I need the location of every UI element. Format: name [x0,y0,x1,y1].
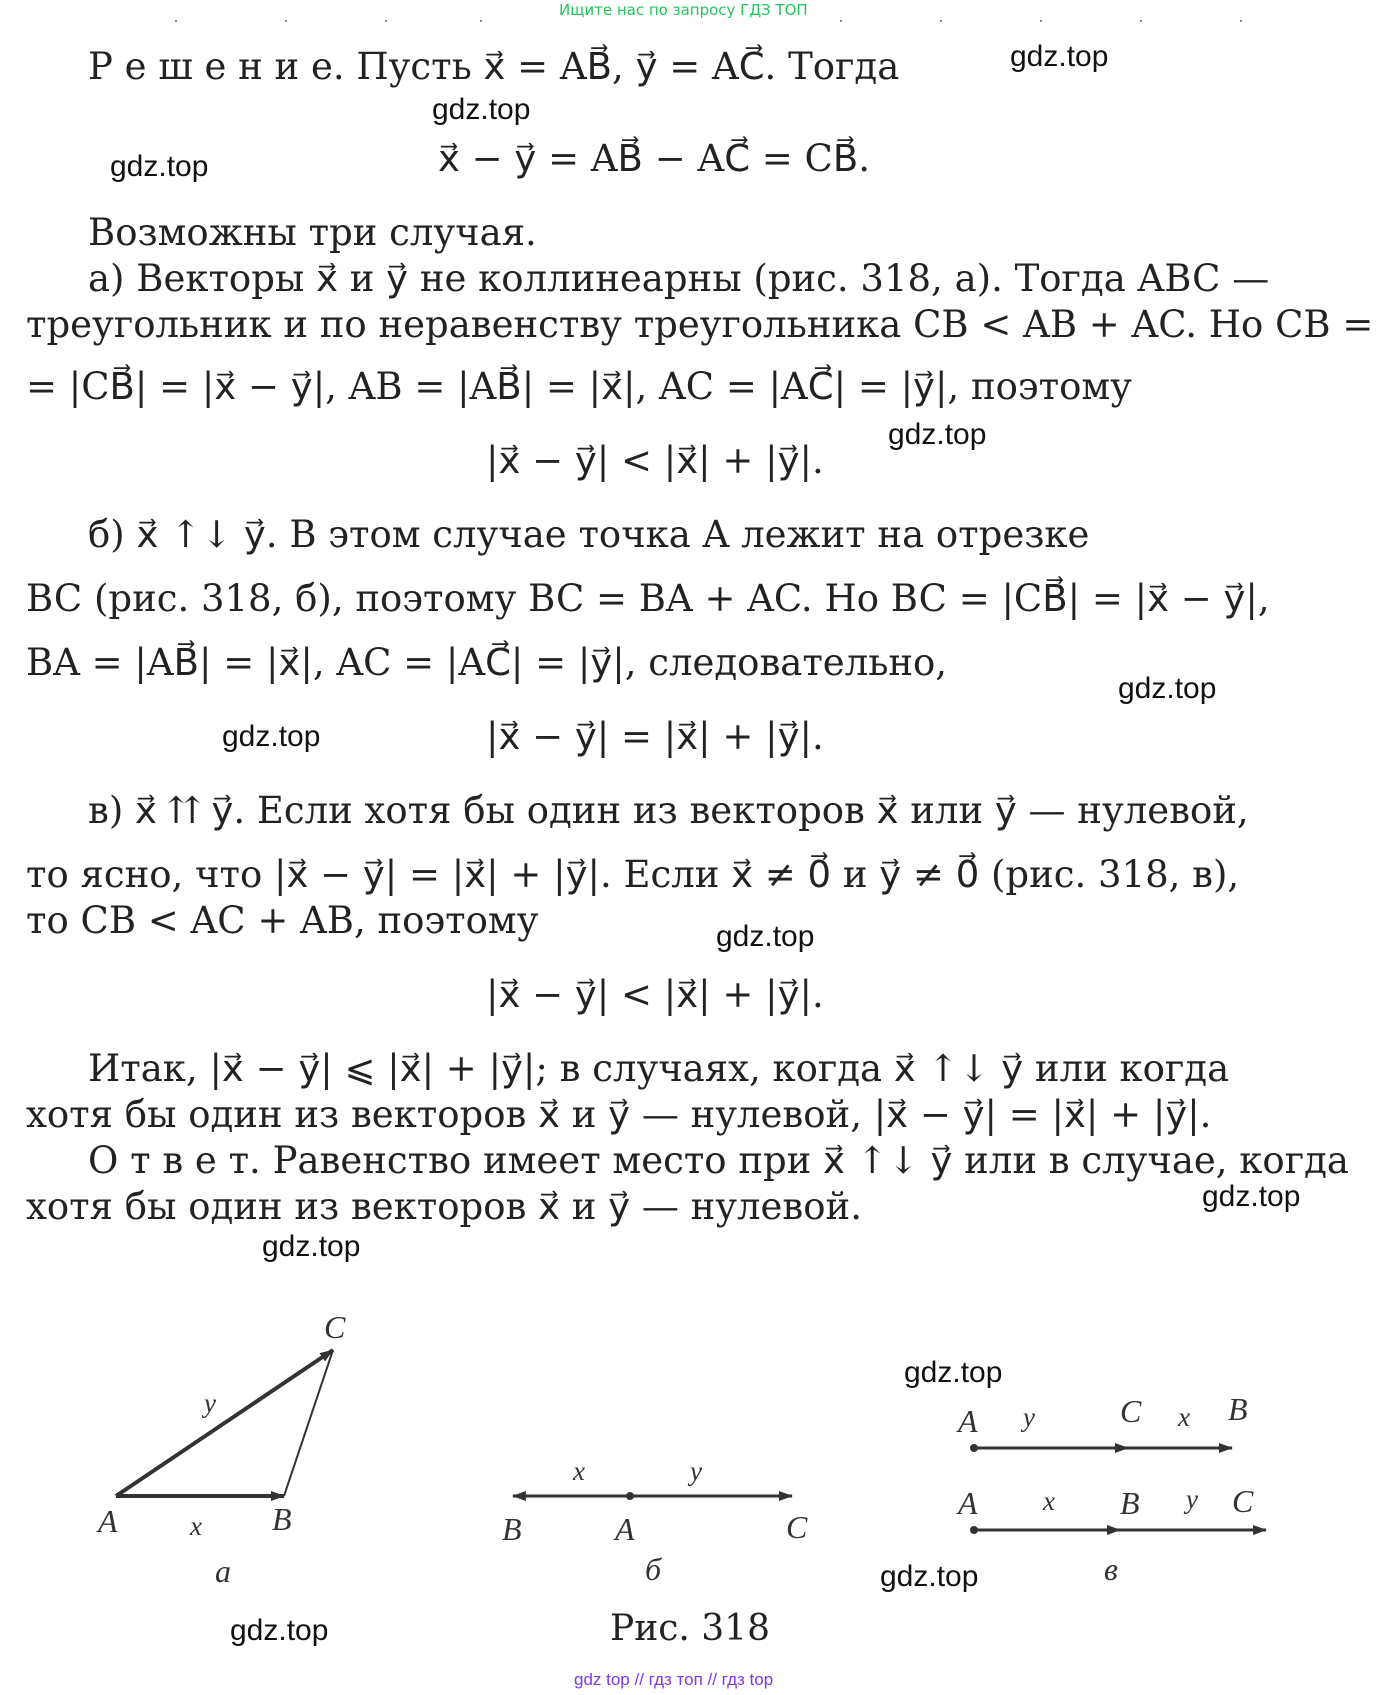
footer-links[interactable]: gdz top // гдз топ // гдз top [574,1670,774,1689]
point-a-label: A [98,1503,118,1539]
segment-bc [284,1350,333,1496]
point-a-dot-bottom [970,1526,978,1534]
case-a-inequality: |x⃗ − y⃗| < |x⃗| + |y⃗|. [486,439,824,482]
case-b-equality: |x⃗ − y⃗| = |x⃗| + |y⃗|. [486,715,824,758]
point-b-label: B [502,1511,522,1547]
summary-line-1: Итак, |x⃗ − y⃗| ⩽ |x⃗| + |y⃗|; в случаях, когда x⃗ ↑↓ y⃗ или когда [88,1047,1230,1090]
search-banner[interactable]: Ищите нас по запросу ГДЗ ТОП [559,1,808,19]
watermark: gdz.top [230,1614,329,1647]
answer-line-2: хотя бы один из векторов x⃗ и y⃗ — нулевой. [26,1185,862,1228]
watermark: gdz.top [716,920,815,953]
vector-y-label: y⃗ [690,1456,723,1486]
vector-y-label: y⃗ [204,1388,237,1418]
case-b-line-1: б) x⃗ ↑↓ y⃗. В этом случае точка A лежит на отрезке [88,513,1090,556]
watermark: gdz.top [110,150,209,183]
case-a-line-3: = |CB⃗| = |x⃗ − y⃗|, AB = |AB⃗| = |x⃗|, AC = |AC⃗| = |y⃗|, поэтому [26,365,1132,408]
case-a-line-2: треугольник и по неравенству треугольника CB < AB + AC. Но CB = [26,303,1374,346]
figure-318 [0,1290,1379,1620]
case-c-line-1: в) x⃗ ⇈ y⃗. Если хотя бы один из векторов x⃗ или y⃗ — нулевой, [88,789,1249,832]
point-b-label-top: B [1228,1391,1248,1427]
answer-line-1: О т в е т. Равенство имеет место при x⃗ ↑↓ y⃗ или в случае, когда [88,1139,1349,1182]
point-b-label-bottom: B [1120,1485,1140,1521]
equation-difference: x⃗ − y⃗ = AB⃗ − AC⃗ = CB⃗. [438,137,871,180]
point-a-label: A [615,1511,635,1547]
point-c-label: C [786,1509,808,1545]
vector-y-label-top: y⃗ [1023,1402,1056,1432]
figure-b [502,1456,808,1587]
vector-x-label-bottom: x⃗ [1043,1486,1076,1516]
solution-line-1: Р е ш е н и е. Пусть x⃗ = AB⃗, y⃗ = AC⃗. Тогда [88,45,900,88]
summary-line-2: хотя бы один из векторов x⃗ и y⃗ — нулевой, |x⃗ − y⃗| = |x⃗| + |y⃗|. [26,1093,1212,1136]
watermark: gdz.top [904,1356,1003,1389]
figure-a [96,1309,346,1589]
point-c-label-bottom: C [1232,1483,1254,1519]
vector-x-label-top: x⃗ [1178,1402,1211,1432]
point-c-label: C [324,1309,346,1345]
vector-y-arrow [116,1350,333,1496]
point-b-label: B [272,1501,292,1537]
vector-y-label-bottom: y⃗ [1186,1484,1219,1514]
watermark: gdz.top [1010,40,1109,73]
vector-x-label: x⃗ [190,1511,223,1541]
point-a-dot-top [970,1444,978,1452]
figure-c [956,1391,1266,1587]
watermark: gdz.top [1118,672,1217,705]
case-c-inequality: |x⃗ − y⃗| < |x⃗| + |y⃗|. [486,973,824,1016]
point-a-label-bottom: A [958,1485,978,1521]
watermark: gdz.top [1202,1180,1301,1213]
watermark: gdz.top [222,720,321,753]
point-a-label-top: A [958,1403,978,1439]
case-a-line-1: а) Векторы x⃗ и y⃗ не коллинеарны (рис. 318, а). Тогда ABC — [88,257,1270,300]
vector-x-label: x⃗ [573,1456,606,1486]
watermark: gdz.top [880,1560,979,1593]
subfigure-a-label: а [215,1553,231,1589]
watermark: gdz.top [888,418,987,451]
case-c-line-3: то CB < AC + AB, поэтому [26,899,539,942]
point-a-dot [626,1492,634,1500]
case-b-line-2: BC (рис. 318, б), поэтому BC = BA + AC. Но BC = |CB⃗| = |x⃗ − y⃗|, [26,577,1270,620]
cases-intro: Возможны три случая. [88,211,537,254]
figure-caption: Рис. 318 [610,1608,770,1649]
subfigure-b-label: б [645,1551,662,1587]
case-b-line-3: BA = |AB⃗| = |x⃗|, AC = |AC⃗| = |y⃗|, следовательно, [26,641,948,684]
watermark: gdz.top [432,93,531,126]
point-c-label-top: C [1120,1393,1142,1429]
subfigure-c-label: в [1104,1551,1118,1587]
watermark: gdz.top [262,1230,361,1263]
case-c-line-2: то ясно, что |x⃗ − y⃗| = |x⃗| + |y⃗|. Если x⃗ ≠ 0⃗ и y⃗ ≠ 0⃗ (рис. 318, в), [26,853,1240,896]
